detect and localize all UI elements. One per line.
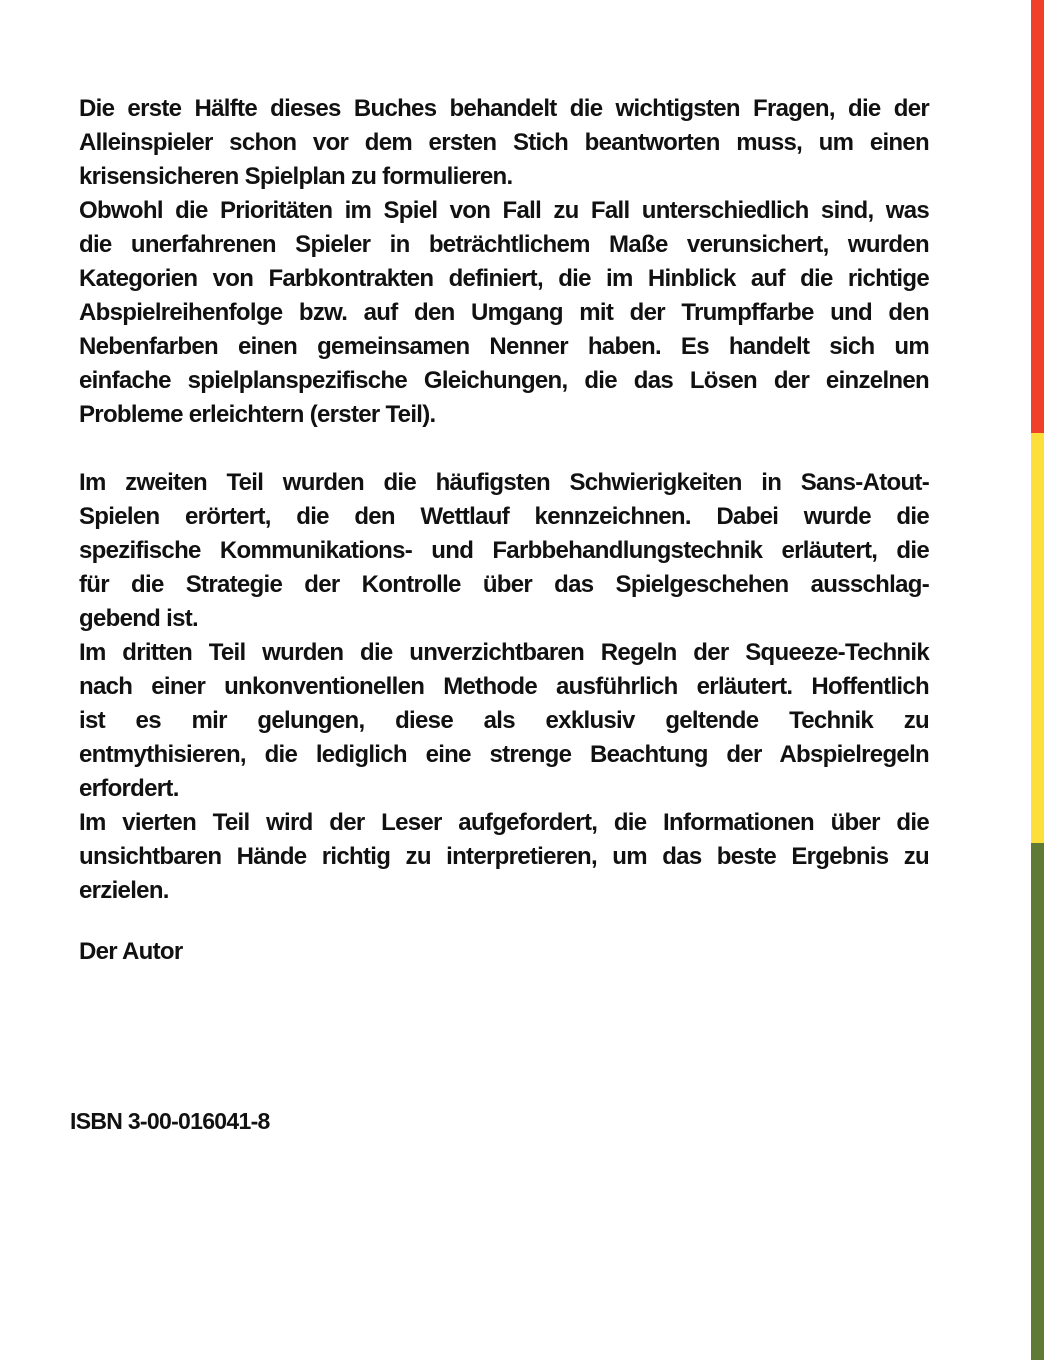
text-line: einfache spielplanspezifische Gleichungen, die das Lösen der einzelnen <box>79 367 929 394</box>
paragraph-3 <box>79 466 929 636</box>
text-line: Alleinspieler schon vor dem ersten Stich beantworten muss, um einen <box>79 129 929 156</box>
text-line: Kategorien von Farbkontrakten definiert, die im Hinblick auf die richtige <box>79 265 929 292</box>
text-line: für die Strategie der Kontrolle über das Spielgeschehen ausschlag- <box>79 571 929 598</box>
paragraph-4 <box>79 636 929 806</box>
text-line: erfordert. <box>79 775 179 802</box>
text-line: Die erste Hälfte dieses Buches behandelt die wichtigsten Fragen, die der <box>79 95 929 122</box>
text-line: Nebenfarben einen gemeinsamen Nenner haben. Es handelt sich um <box>79 333 929 360</box>
blurb-text <box>79 92 929 908</box>
paragraph-5 <box>79 806 929 908</box>
text-line: Probleme erleichtern (erster Teil). <box>79 401 436 428</box>
text-line: Im vierten Teil wird der Leser aufgefordert, die Informationen über die <box>79 809 929 836</box>
paragraph-2 <box>79 194 929 432</box>
text-line: unsichtbaren Hände richtig zu interpretieren, um das beste Ergebnis zu <box>79 843 929 870</box>
text-line: Spielen erörtert, die den Wettlauf kennzeichnen. Dabei wurde die <box>79 503 929 530</box>
red-color-stripe <box>1031 0 1044 433</box>
paragraph-1 <box>79 92 929 194</box>
text-line: krisensicheren Spielplan zu formulieren. <box>79 163 513 190</box>
yellow-color-stripe <box>1031 433 1044 843</box>
green-color-stripe <box>1031 843 1044 1360</box>
text-line: spezifische Kommunikations- und Farbbehandlungstechnik erläutert, die <box>79 537 929 564</box>
text-line: die unerfahrenen Spieler in beträchtlichem Maße verunsichert, wurden <box>79 231 929 258</box>
isbn-number: ISBN 3-00-016041-8 <box>70 1108 270 1134</box>
text-line: erzielen. <box>79 877 169 904</box>
text-line: Abspielreihenfolge bzw. auf den Umgang mit der Trumpffarbe und den <box>79 299 929 326</box>
author-signature: Der Autor <box>79 938 183 965</box>
text-line: ist es mir gelungen, diese als exklusiv geltende Technik zu <box>79 707 929 734</box>
text-line: Im zweiten Teil wurden die häufigsten Schwierigkeiten in Sans-Atout- <box>79 469 929 496</box>
text-line: nach einer unkonventionellen Methode ausführlich erläutert. Hoffentlich <box>79 673 929 700</box>
text-line: entmythisieren, die lediglich eine strenge Beachtung der Abspielregeln <box>79 741 929 768</box>
text-line: gebend ist. <box>79 605 198 632</box>
text-line: Obwohl die Prioritäten im Spiel von Fall zu Fall unterschiedlich sind, was <box>79 197 929 224</box>
text-line: Im dritten Teil wurden die unverzichtbaren Regeln der Squeeze-Technik <box>79 639 929 666</box>
